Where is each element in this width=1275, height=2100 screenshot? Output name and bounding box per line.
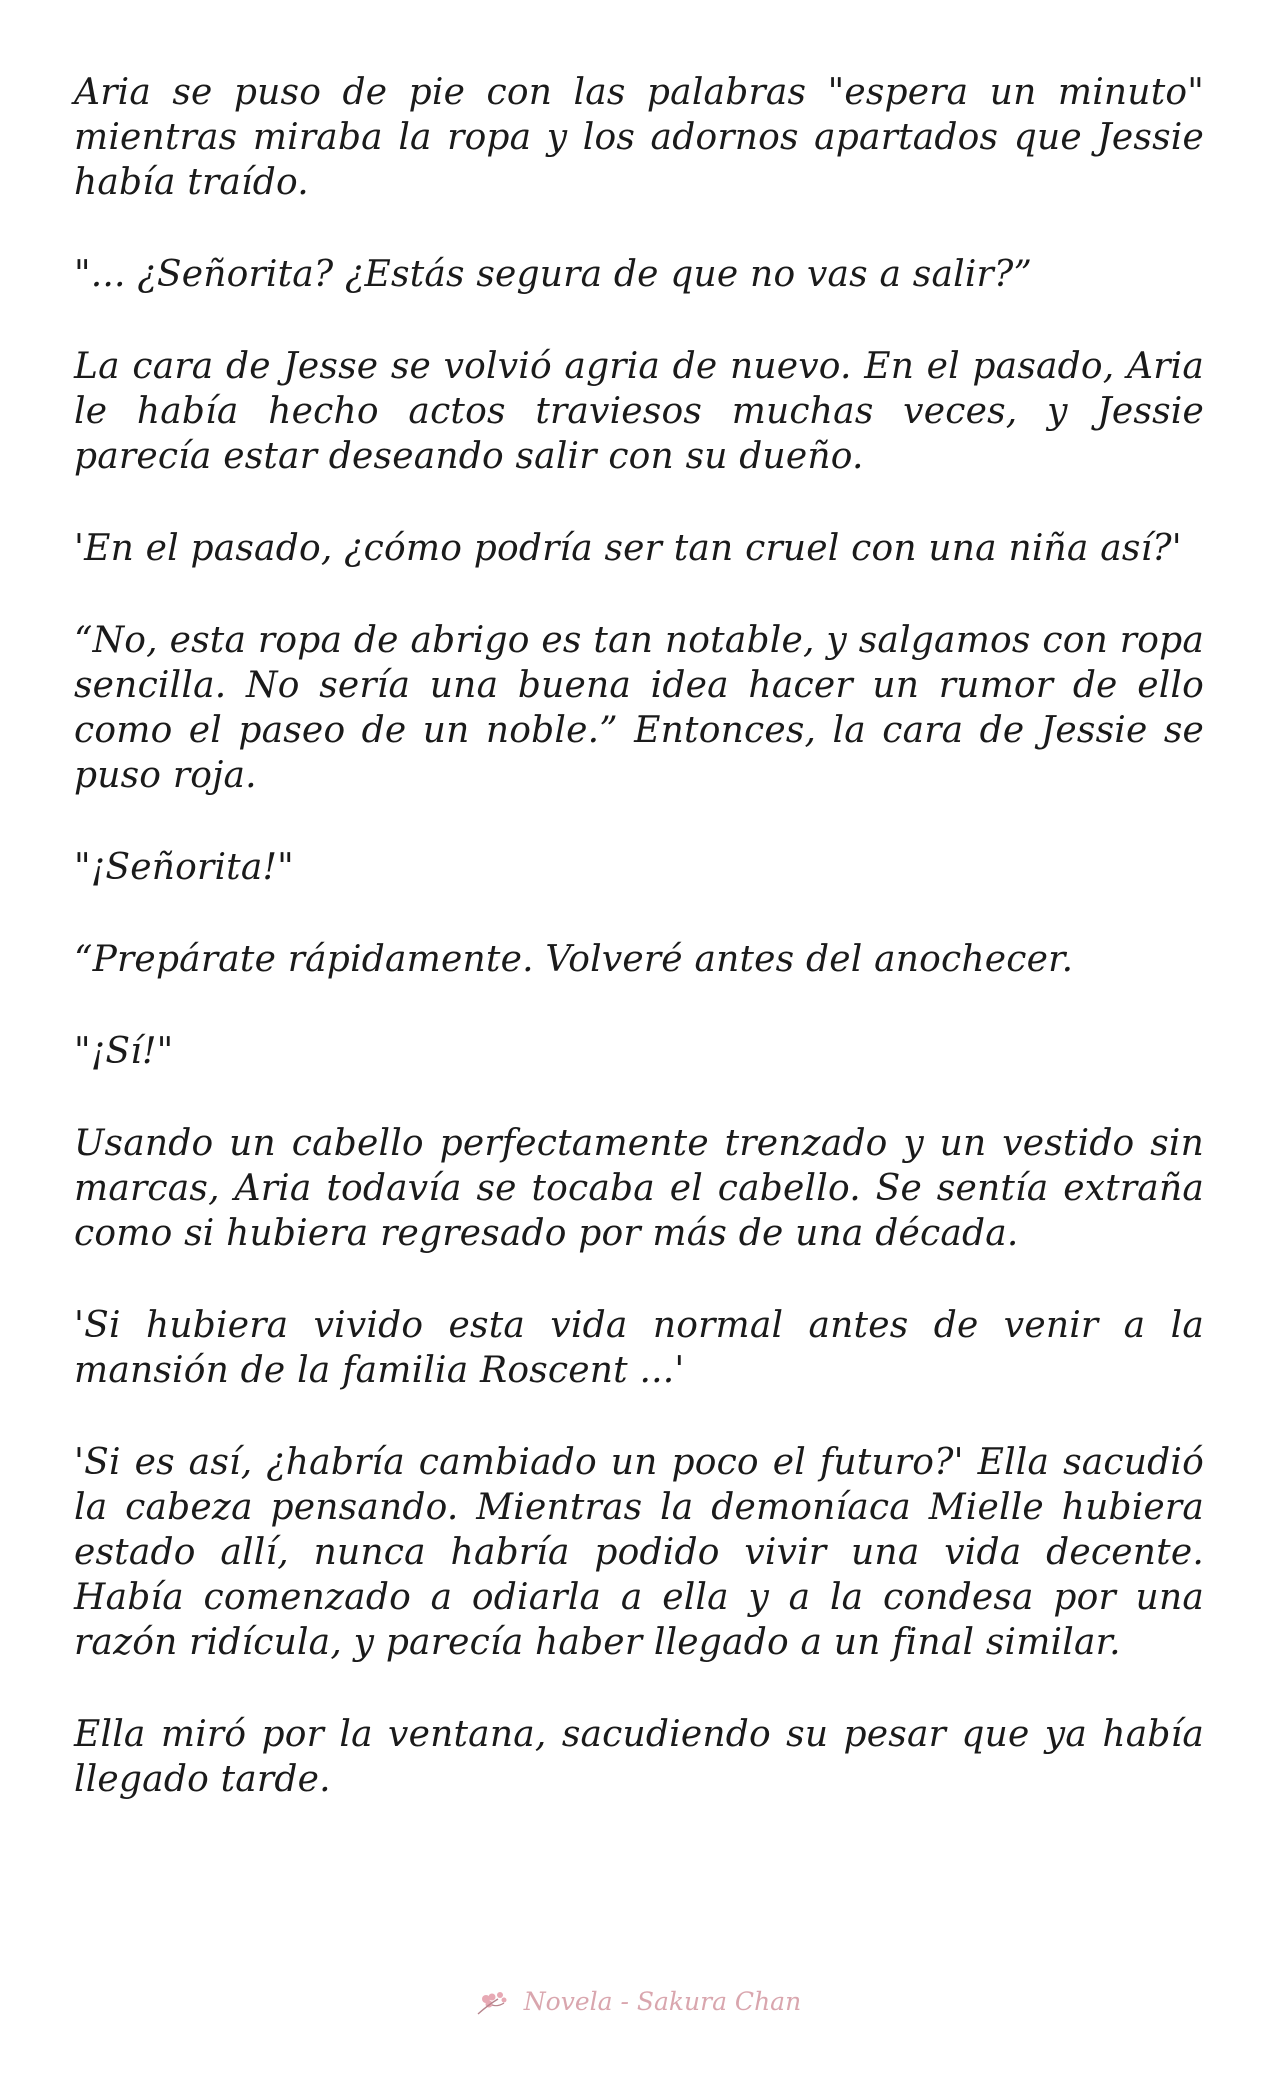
footer-label: Novela - Sakura Chan — [523, 1987, 802, 2016]
document-body — [74, 70, 1204, 1849]
paragraph-12: Ella miró por la ventana, sacudiendo su pesar que ya había llegado tarde. — [74, 1714, 1204, 1800]
paragraph-6: "¡Señorita!" — [74, 847, 294, 888]
paragraph-8: "¡Sí!" — [74, 1031, 174, 1072]
paragraph-10: 'Si hubiera vivido esta vida normal antes de venir a la mansión de la familia Roscent ...' — [74, 1305, 1204, 1391]
sakura-flower-icon — [474, 1987, 510, 2017]
paragraph-7: “Prepárate rápidamente. Volveré antes del anochecer. — [74, 939, 1074, 980]
paragraph-3: La cara de Jesse se volvió agria de nuevo. En el pasado, Aria le había hecho actos traviesos muchas veces, y Jessie parecía estar deseando salir con su dueño. — [74, 346, 1204, 477]
paragraph-5: “No, esta ropa de abrigo es tan notable, y salgamos con ropa sencilla. No sería una buena idea hacer un rumor de ello como el paseo de un noble.” Entonces, la cara de Jessie se puso roja. — [74, 620, 1204, 796]
paragraph-4: 'En el pasado, ¿cómo podría ser tan cruel con una niña así?' — [74, 528, 1182, 569]
paragraph-9: Usando un cabello perfectamente trenzado y un vestido sin marcas, Aria todavía se tocaba el cabello. Se sentía extraña como si hubiera regresado por más de una década. — [74, 1123, 1204, 1254]
paragraph-1: Aria se puso de pie con las palabras "espera un minuto" mientras miraba la ropa y los adornos apartados que Jessie había traído. — [74, 72, 1204, 203]
paragraph-2: "... ¿Señorita? ¿Estás segura de que no vas a salir?” — [74, 254, 1033, 295]
footer-watermark — [0, 1985, 1275, 2017]
paragraph-11: 'Si es así, ¿habría cambiado un poco el futuro?' Ella sacudió la cabeza pensando. Mientras la demoníaca Mielle hubiera estado allí, nunca habría podido vivir una vida decente. Había comenzado a odiarla a ella y a la condesa por una razón ridícula, y parecía haber llegado a un final similar. — [74, 1442, 1204, 1663]
